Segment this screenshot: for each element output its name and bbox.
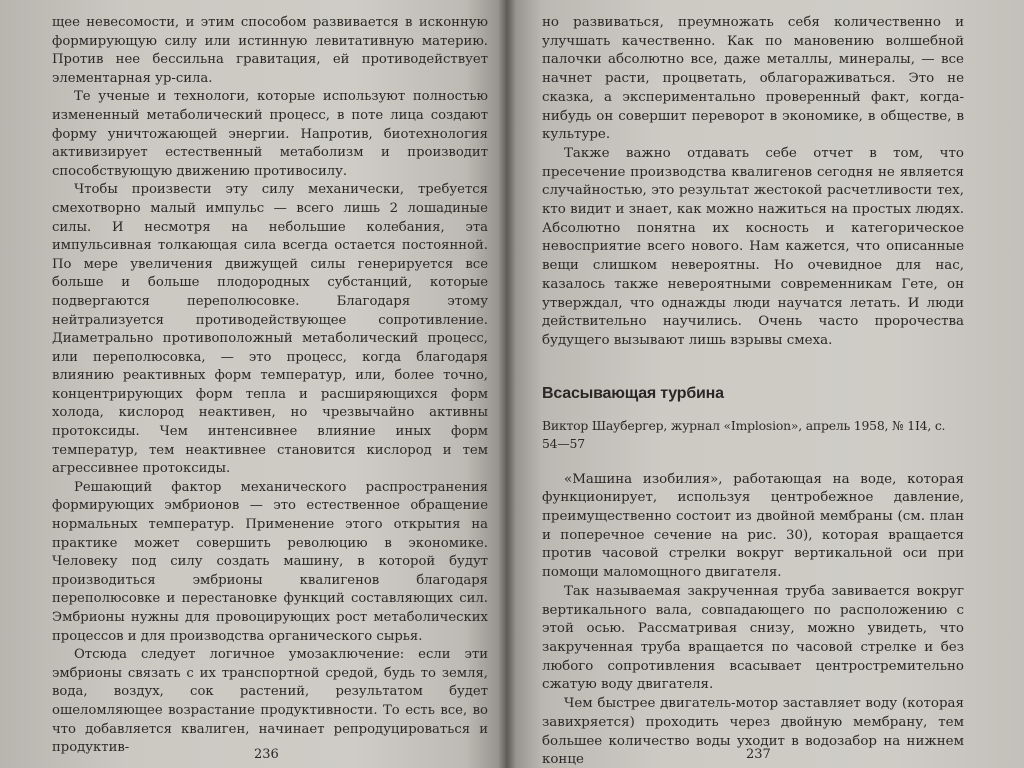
source-line: Виктор Шаубергер, журнал «Implosion», апрель 1958, № 1I4, с. 54—57 <box>542 417 946 451</box>
right-paragraph-4: Так называемая закрученная труба завивается вокруг вертикального вала, совпадающего по расположению с этой осью. Рассматривая снизу, можно увидеть, что закрученная труба вращается по часовой стрелке и без любого сопротивления всасывает центростремительно сжатую воду двигателя. <box>542 583 964 693</box>
left-page <box>0 0 506 768</box>
right-paragraph-5: Чем быстрее двигатель-мотор заставляет воду (которая завихряется) проходить через двойную мембрану, тем большее количество воды уходит в водозабор на нижнем конце <box>542 696 964 768</box>
left-paragraph-1: щее невесомости, и этим способом развивается в исконную формирующую силу или истинную левитативную материю. Против нее бессильна гравитация, ей противодействует элементарная ур-сила. <box>52 15 488 86</box>
left-paragraph-3: Чтобы произвести эту силу механически, требуется смехотворно малый импульс — всего лишь 2 лошадиные силы. И несмотря на небольшие колебания, эта импульсивная толкающая сила всегда остается постоянной. По мере увеличения движущей силы генерируется все больше и больше плодородных субстанций, которые подвергаются переполюсовке. Благодаря этому нейтрализуется противодействующее сопротивление. Диаметрально противоположный метаболический процесс, или переполюсовка, — это процесс, когда благодаря влиянию реактивных форм температур, или, более точно, концентрирующих форм тепла и расширяющихся форм холода, кислород неактивен, но чрезвычайно активны протоксиды. Чем интенсивнее влияние иных форм температур, тем неактивнее становится кислород и тем агрессивнее протоксиды. <box>52 182 488 477</box>
page-number-left: 236 <box>254 747 279 762</box>
section-title: Всасывающая турбина <box>542 384 724 402</box>
right-paragraph-2: Также важно отдавать себе отчет в том, что пресечение производства квалигенов сегодня не является случайностью, это результат жестокой расчетливости тех, кто видит и знает, как можно нажиться на простых людях. Абсолютно понятна их косность и категорическое невосприятие всего нового. Нам кажется, что описанные вещи слишком невероятны. Но очевидное для нас, казалось также невероятными современникам Гете, он утверждал, что однажды люди научатся летать. И люди действительно научились. Очень часто пророчества будущего вызывают лишь взрывы смеха. <box>542 145 964 348</box>
book-gutter <box>498 0 516 768</box>
left-paragraph-4: Решающий фактор механического распространения формирующих эмбрионов — это естественное обращение нормальных температур. Применение этого открытия на практике может совершить революцию в экономике. Человеку под силу создать машину, в которой будут производиться эмбрионы квалигенов благодаря переполюсовке и перестановке функций составляющих сил. Эмбрионы нужны для провоцирующих рост метаболических процессов и для производства органического сырья. <box>52 479 488 644</box>
left-paragraph-2: Те ученые и технологи, которые используют полностью измененный метаболический процесс, в поте лица создают форму уничтожающей энергии. Напротив, биотехнология активизирует естественный метаболизм и производит способствующую движению противосилу. <box>52 89 488 179</box>
right-paragraph-3: «Машина изобилия», работающая на воде, которая функционирует, используя центробежное давление, преимущественно состоит из двойной мембраны (см. план и поперечное сечение на рис. 30), которая вращается против часовой стрелки вокруг вертикальной оси при помощи маломощного двигателя. <box>542 471 964 581</box>
left-paragraph-5: Отсюда следует логичное умозаключение: если эти эмбрионы связать с их транспортной средой, будь то земля, вода, воздух, сок растений, результатом будет ошеломляющее возрастание продуктивности. То есть все, во что добавляется квалиген, начинает репродуцироваться и продуктив- <box>52 647 488 756</box>
page-number-right: 237 <box>746 747 771 762</box>
right-paragraph-1: но развиваться, преумножать себя количественно и улучшать качественно. Как по мановению волшебной палочки абсолютно все, даже металлы, минералы, — все начнет расти, процветать, облагораживаться. Это не сказка, а экспериментально проверенный факт, когда-нибудь он совершит переворот в экономике, в обществе, в культуре. <box>542 15 964 143</box>
right-page <box>506 0 1024 768</box>
